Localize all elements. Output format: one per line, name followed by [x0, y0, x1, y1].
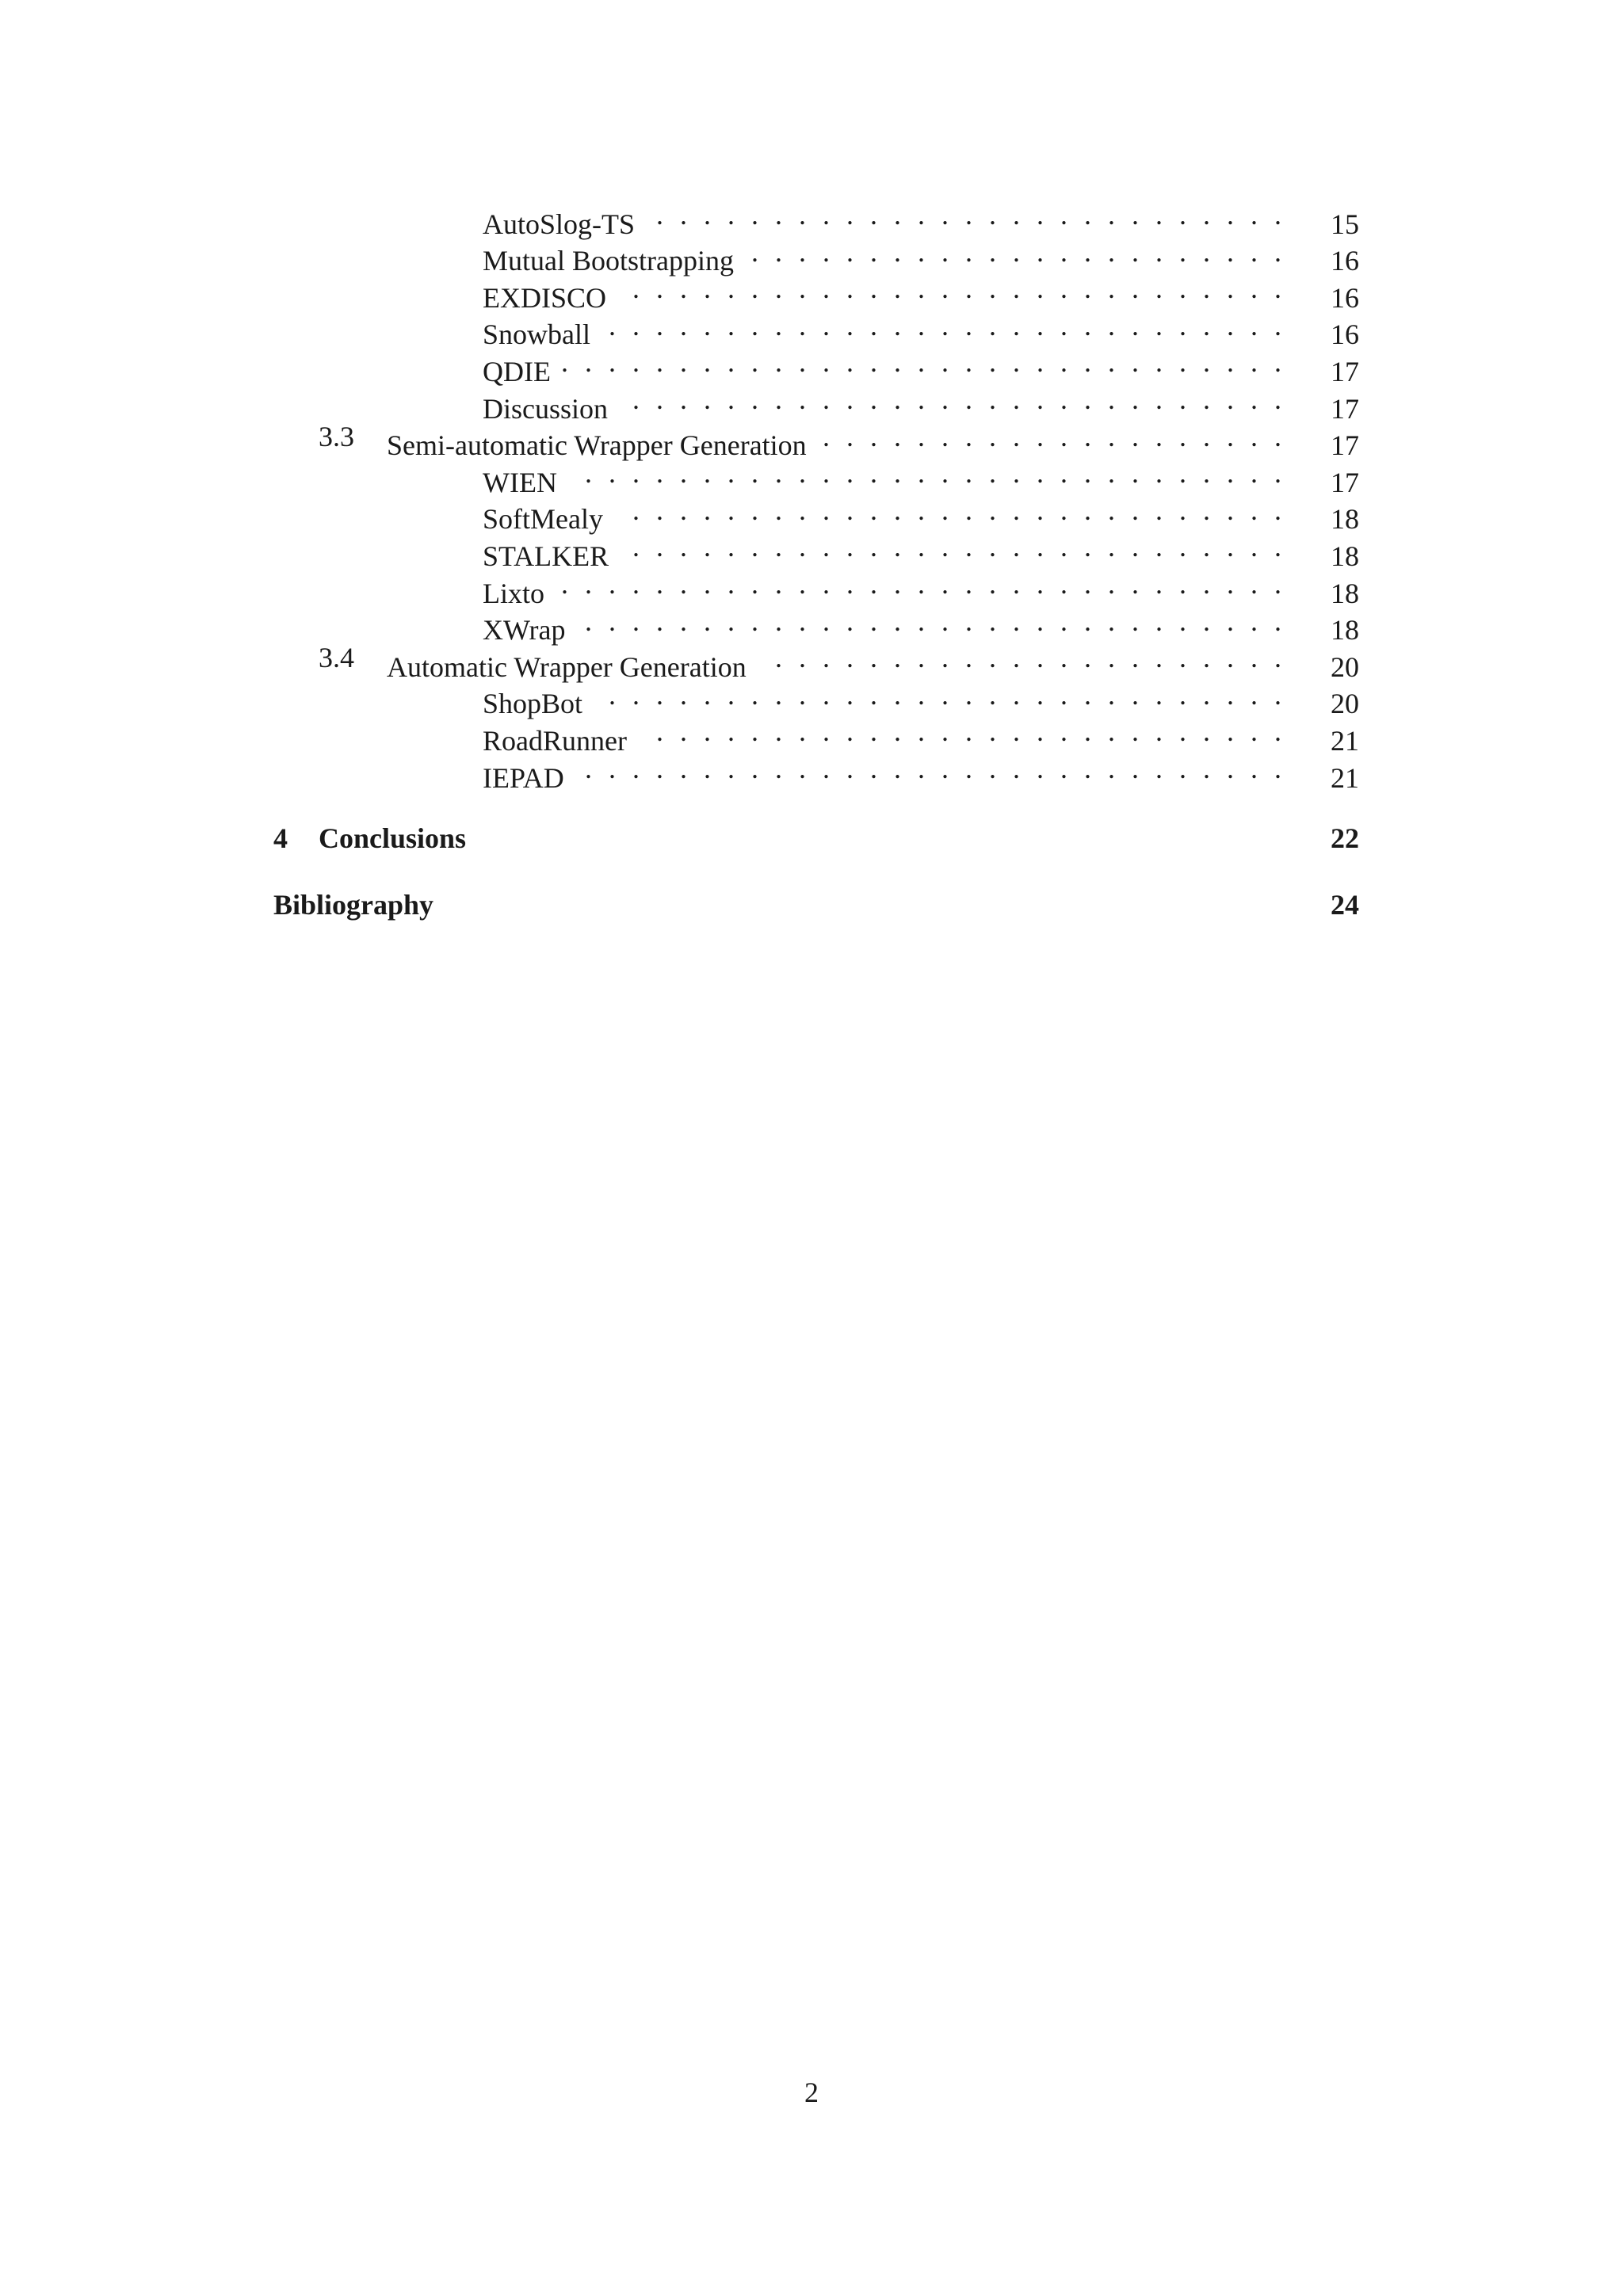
dot-leader: [577, 603, 1281, 640]
toc-subsection-entry[interactable]: [273, 566, 1359, 609]
toc-entry-label: EXDISCO: [483, 280, 617, 317]
dot-leader: [638, 713, 1281, 750]
toc-page-number: 16: [1281, 242, 1359, 280]
toc-page-number: 15: [1281, 206, 1359, 243]
toc-page-number: 21: [1281, 760, 1359, 797]
toc-subsection-entry[interactable]: [273, 196, 1359, 240]
toc-page-number: 17: [1281, 464, 1359, 502]
toc-entry-label: IEPAD: [483, 760, 575, 797]
toc-entry-label: Lixto: [483, 575, 556, 612]
table-of-contents: [273, 196, 1359, 921]
dot-leader: [620, 528, 1281, 566]
toc-chapter-page-number: 24: [1331, 888, 1359, 921]
toc-page-number: 18: [1281, 612, 1359, 649]
toc-entry-label: Automatic Wrapper Generation: [387, 649, 758, 686]
toc-entry-label: WIEN: [483, 464, 568, 502]
toc-page-number: 18: [1281, 538, 1359, 575]
dot-leader: [562, 344, 1281, 381]
toc-entry-label: XWrap: [483, 612, 577, 649]
toc-entry-label: Mutual Bootstrapping: [483, 242, 745, 280]
toc-entry-label: Discussion: [483, 391, 619, 428]
toc-section-entry[interactable]: [273, 639, 1359, 683]
toc-entry-label: Semi-automatic Wrapper Generation: [387, 427, 818, 464]
dot-leader: [646, 196, 1281, 234]
toc-entry-label: RoadRunner: [483, 723, 638, 760]
toc-subsection-entry[interactable]: [273, 234, 1359, 277]
toc-page-number: 17: [1281, 391, 1359, 428]
dot-leader: [818, 418, 1281, 456]
toc-entry-label: Snowball: [483, 316, 601, 353]
toc-subsection-entry[interactable]: [273, 344, 1359, 387]
toc-subsection-entry[interactable]: [273, 381, 1359, 425]
toc-section-number: 3.4: [319, 642, 354, 674]
toc-subsection-entry[interactable]: [273, 307, 1359, 351]
toc-page-number: 17: [1281, 353, 1359, 391]
toc-chapter-title: Conclusions: [319, 822, 467, 854]
toc-page-number: 16: [1281, 316, 1359, 353]
toc-chapter-entry[interactable]: [273, 822, 1359, 854]
toc-section-number: 3.3: [319, 420, 354, 452]
toc-entry-label: SoftMealy: [483, 501, 614, 538]
toc-page-number: 18: [1281, 501, 1359, 538]
toc-subsection-entry[interactable]: [273, 750, 1359, 794]
toc-page-number: 16: [1281, 280, 1359, 317]
toc-subsection-entry[interactable]: [273, 603, 1359, 646]
toc-page-number: 17: [1281, 427, 1359, 464]
toc-entry-label: QDIE: [483, 353, 562, 391]
toc-chapter-number: 4: [273, 822, 288, 854]
toc-page-number: 18: [1281, 575, 1359, 612]
toc-subsection-entry[interactable]: [273, 270, 1359, 314]
toc-page-number: 21: [1281, 723, 1359, 760]
toc-subsection-entry[interactable]: [273, 492, 1359, 536]
toc-entry-label: ShopBot: [483, 685, 594, 723]
dot-leader: [556, 566, 1281, 603]
toc-page-number: 20: [1281, 649, 1359, 686]
toc-subsection-entry[interactable]: [273, 713, 1359, 757]
toc-section-entry[interactable]: [273, 418, 1359, 462]
page-number: 2: [804, 2077, 819, 2108]
toc-chapters: [273, 822, 1359, 921]
toc-chapter-title: Bibliography: [273, 888, 434, 921]
dot-leader: [758, 639, 1281, 677]
toc-chapter-entry[interactable]: [273, 889, 1359, 921]
toc-entries: [273, 196, 1359, 794]
dot-leader: [619, 381, 1281, 418]
toc-entry-label: AutoSlog-TS: [483, 206, 646, 243]
dot-leader: [614, 492, 1281, 529]
toc-entry-label: STALKER: [483, 538, 620, 575]
toc-subsection-entry[interactable]: [273, 528, 1359, 572]
toc-page-number: 20: [1281, 685, 1359, 723]
toc-chapter-page-number: 22: [1331, 822, 1359, 854]
dot-leader: [601, 307, 1281, 345]
dot-leader: [575, 750, 1281, 788]
dot-leader: [745, 234, 1281, 271]
